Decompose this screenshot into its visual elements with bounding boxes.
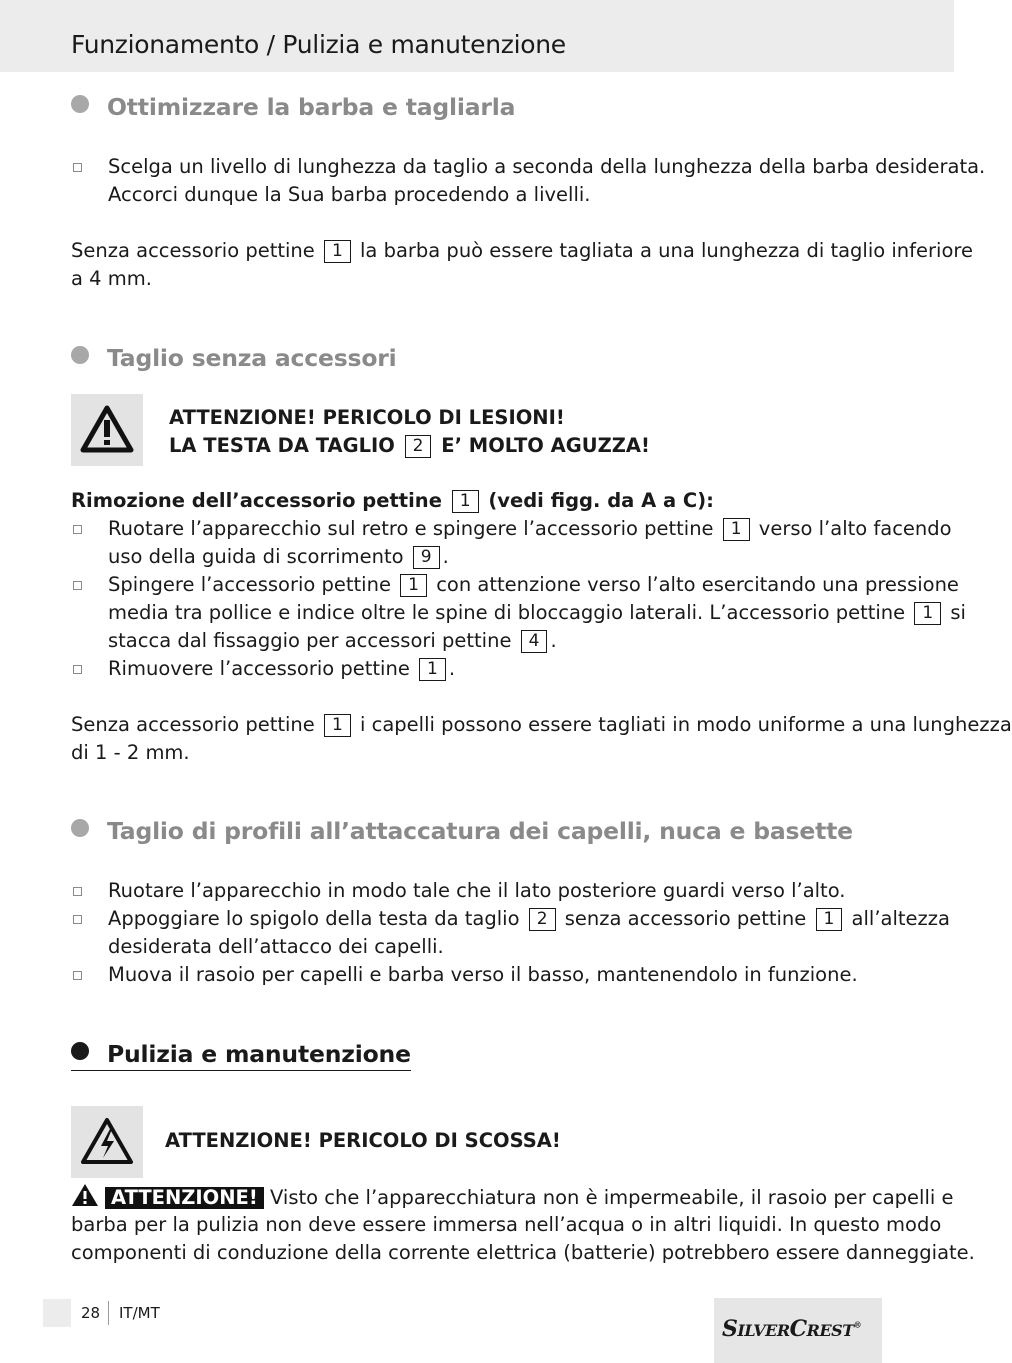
checkbox-square-icon xyxy=(73,581,82,590)
shock-warning-icon-box xyxy=(71,1106,143,1178)
paragraph: Senza accessorio pettine 1 la barba può essere tagliata a una lunghezza di taglio inferiore xyxy=(71,239,973,262)
list-item: Muova il rasoio per capelli e barba verso il basso, mantenendolo in funzione. xyxy=(71,961,886,989)
checkbox-square-icon xyxy=(73,163,82,172)
section-heading-profili: Taglio di profili all’attaccatura dei capelli, nuca e basette xyxy=(71,817,853,845)
warning-triangle-icon xyxy=(71,394,143,466)
ref-number: 2 xyxy=(405,435,432,458)
bullet-dot-icon xyxy=(71,346,89,364)
footer-marker xyxy=(43,1299,71,1327)
paragraph-cont: barba per la pulizia non deve essere immersa nell’acqua o in altri liquidi. In questo modo xyxy=(71,1213,942,1236)
warning-line-1: ATTENZIONE! PERICOLO DI LESIONI! xyxy=(169,406,565,429)
paragraph-cont: componenti di conduzione della corrente elettrica (batterie) potrebbero essere danneggiate. xyxy=(71,1241,975,1264)
attention-badge: ATTENZIONE! xyxy=(105,1187,264,1209)
section-heading-pulizia: Pulizia e manutenzione xyxy=(71,1040,411,1071)
paragraph: ATTENZIONE! Visto che l’apparecchiatura non è impermeabile, il rasoio per capelli e xyxy=(71,1183,886,1212)
page-title: Funzionamento / Pulizia e manutenzione xyxy=(71,30,566,59)
paragraph-cont: di 1 - 2 mm. xyxy=(71,741,190,764)
list-item: Spingere l’accessorio pettine 1 con attenzione verso l’alto esercitando una pressione media tra pollice e indice oltre le spine di bloccaggio laterali. L’accessorio pettine 1 si stacca dal fissaggio per accessori pettine 4 . xyxy=(71,571,886,655)
warning-small-icon xyxy=(71,1183,99,1207)
section-heading-taglio: Taglio senza accessori xyxy=(71,344,397,372)
paragraph: Senza accessorio pettine 1 i capelli possono essere tagliati in modo uniforme a una lunghezza xyxy=(71,713,1012,736)
list-item: Scelga un livello di lunghezza da taglio a seconda della lunghezza della barba desiderata. Accorci dunque la Sua barba procedendo a livelli. xyxy=(71,153,886,209)
subheading-rimozione: Rimozione dell’accessorio pettine 1 (vedi figg. da A a C): xyxy=(71,489,714,512)
language-code: IT/MT xyxy=(119,1304,160,1322)
bullet-dot-icon xyxy=(71,819,89,837)
section-heading-barba xyxy=(71,93,515,121)
ref-number: 1 xyxy=(452,490,479,513)
paragraph-cont: a 4 mm. xyxy=(71,267,152,290)
ref-number: 1 xyxy=(324,240,351,263)
checkbox-square-icon xyxy=(73,915,82,924)
bullet-dot-icon xyxy=(71,1042,89,1060)
checkbox-square-icon xyxy=(73,887,82,896)
shock-warning-text: ATTENZIONE! PERICOLO DI SCOSSA! xyxy=(165,1129,561,1152)
warning-icon-box xyxy=(71,394,143,466)
list-item: Rimuovere l’accessorio pettine 1 . xyxy=(71,655,886,683)
checkbox-square-icon xyxy=(73,665,82,674)
page-number: 28 xyxy=(81,1304,101,1322)
silvercrest-logo: SILVERCREST® xyxy=(722,1316,862,1342)
checkbox-square-icon xyxy=(73,525,82,534)
electric-shock-warning-icon xyxy=(71,1106,143,1178)
footer-divider xyxy=(108,1301,109,1325)
warning-line-2: LA TESTA DA TAGLIO 2 E’ MOLTO AGUZZA! xyxy=(169,434,650,457)
list-item: Appoggiare lo spigolo della testa da taglio 2 senza accessorio pettine 1 all’altezza desiderata dell’attacco dei capelli. xyxy=(71,905,886,961)
bullet-dot-icon xyxy=(71,95,89,113)
list-item: Ruotare l’apparecchio in modo tale che il lato posteriore guardi verso l’alto. xyxy=(71,877,886,905)
checkbox-square-icon xyxy=(73,971,82,980)
heading-text: Ottimizzare la barba e tagliarla xyxy=(107,93,516,121)
list-item: Ruotare l’apparecchio sul retro e spingere l’accessorio pettine 1 verso l’alto facendo uso della guida di scorrimento 9 . xyxy=(71,515,886,571)
